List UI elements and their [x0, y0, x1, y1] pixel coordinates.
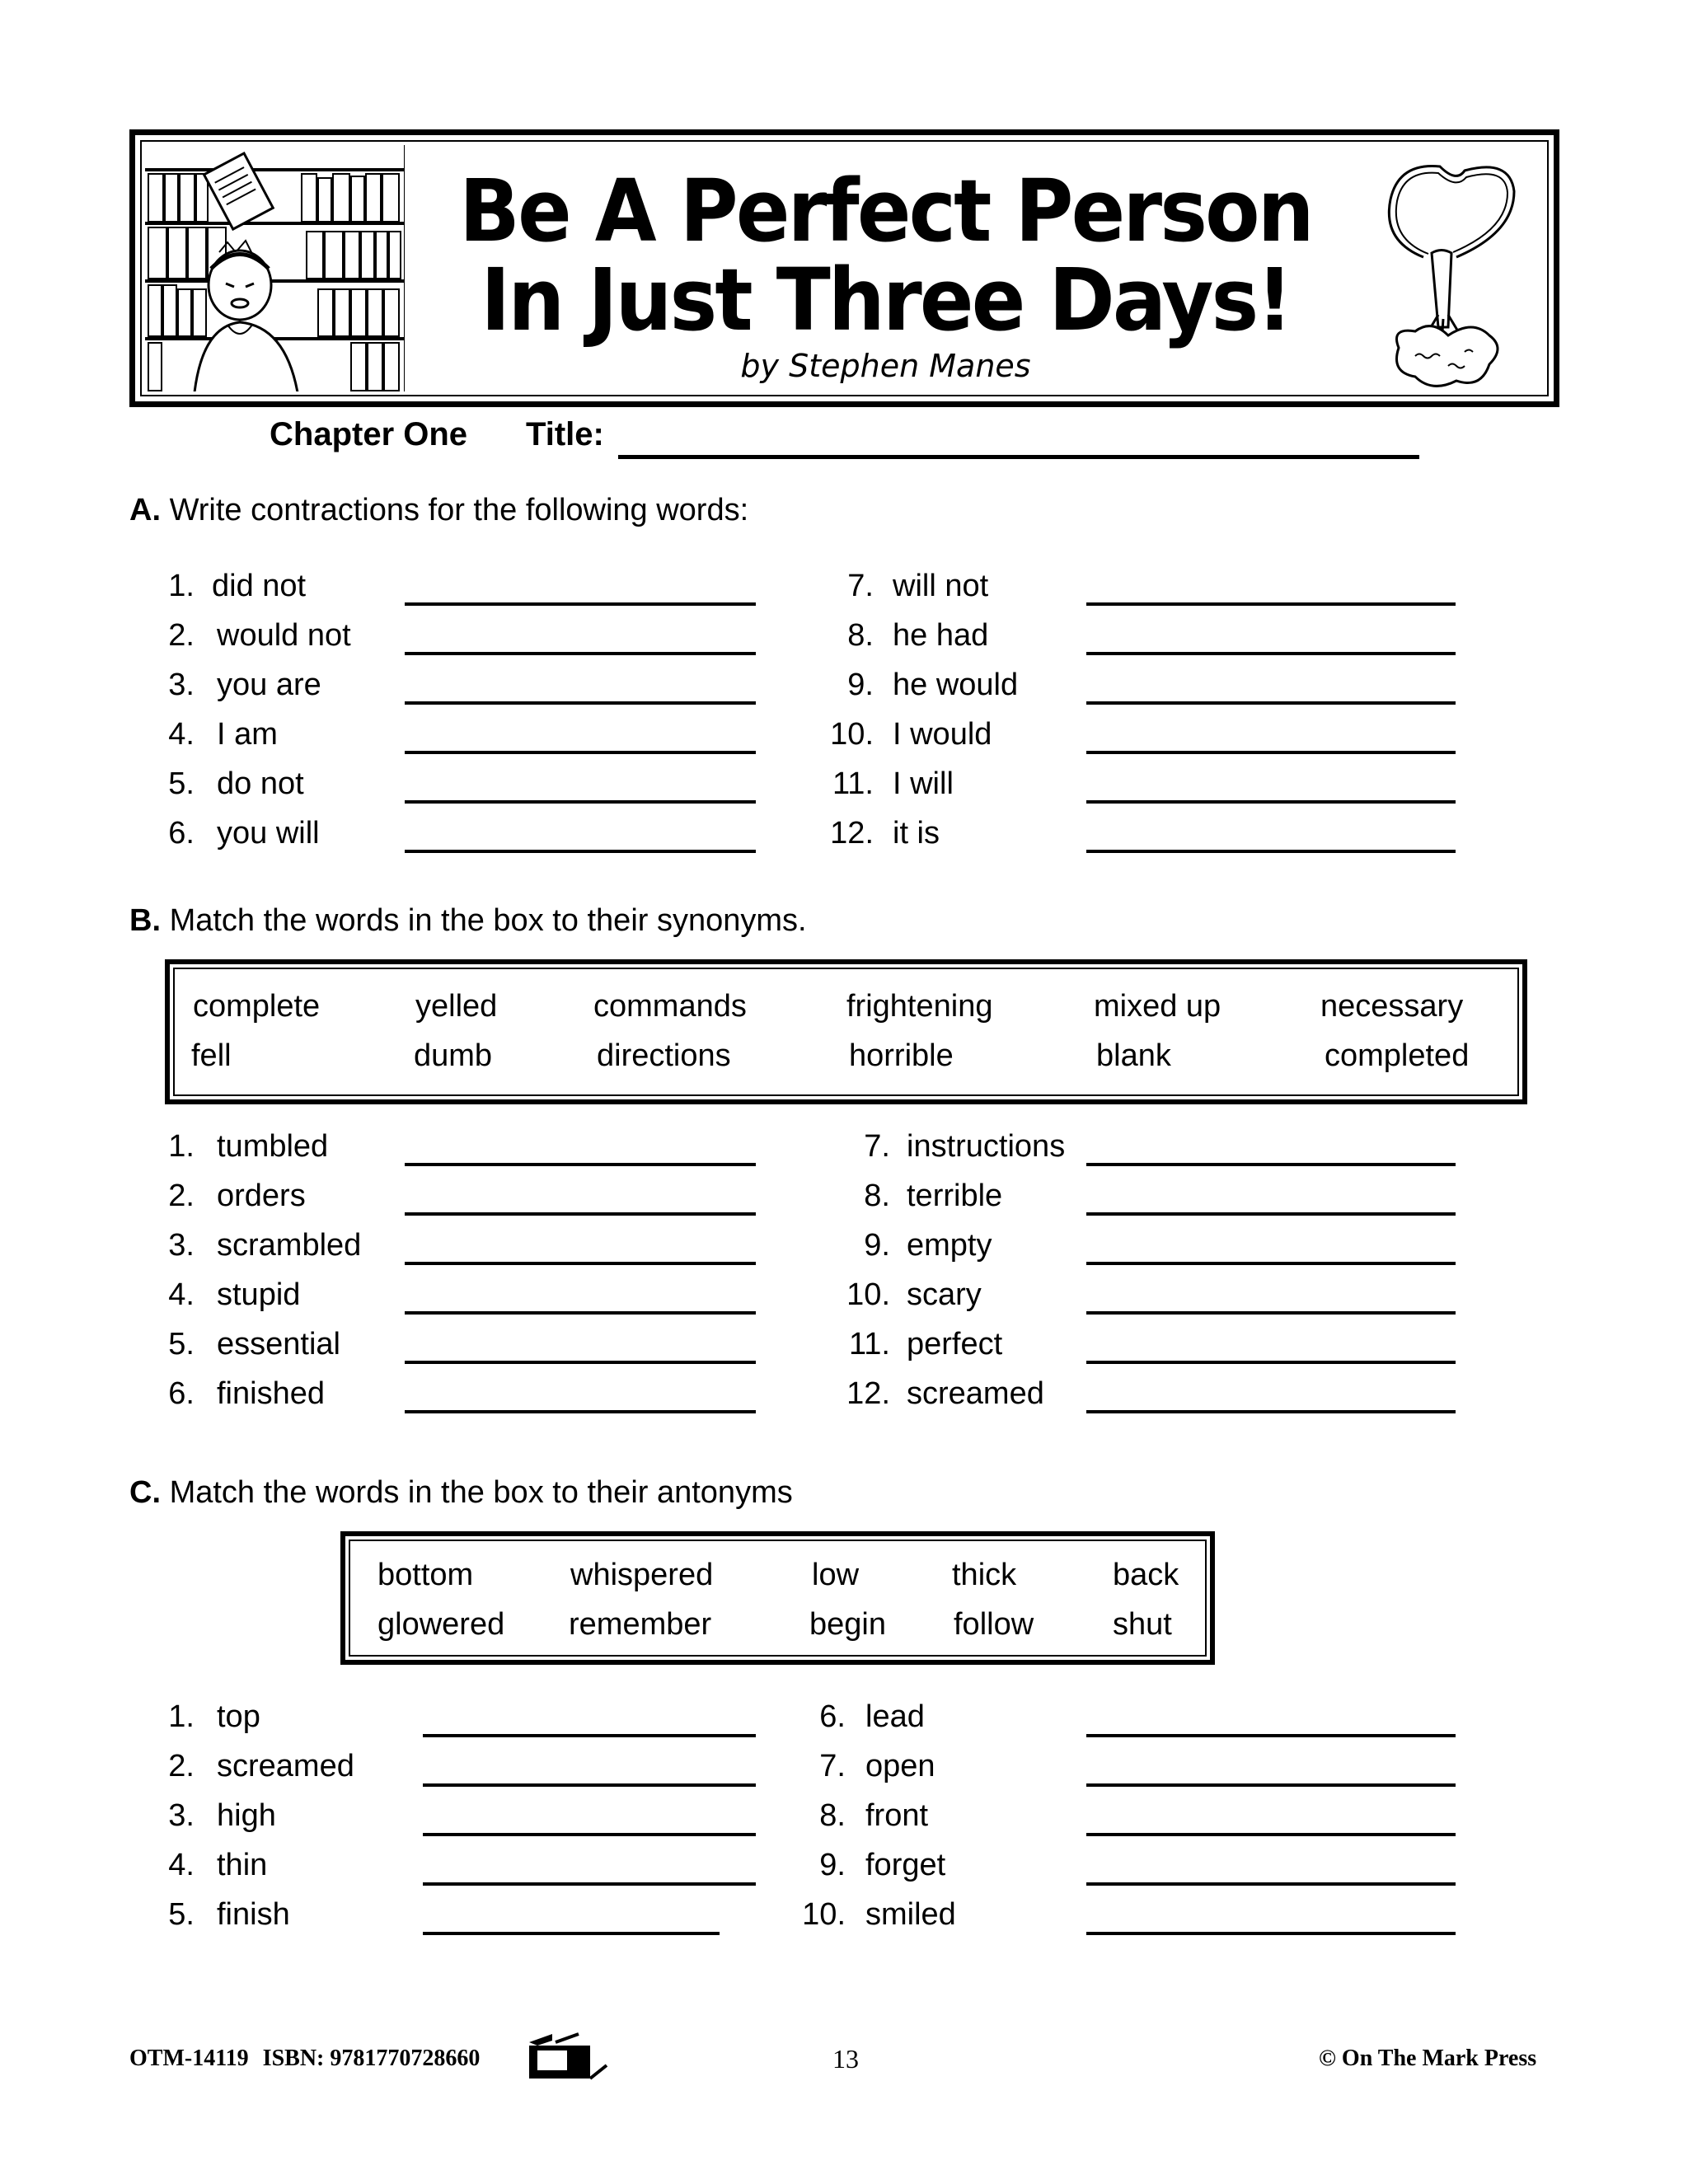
item-word: scrambled — [217, 1228, 362, 1263]
footer-isbn: 9781770728660 — [330, 2046, 481, 2071]
item-number: 1. — [168, 1129, 195, 1164]
box-word: horrible — [849, 1038, 954, 1073]
item-word: tumbled — [217, 1129, 329, 1164]
item-number: 5. — [168, 1327, 195, 1361]
page-number: 13 — [832, 2044, 859, 2074]
book-title-line-1: Be A Perfect Person — [459, 161, 1312, 261]
footer-product-info — [129, 2046, 480, 2072]
box-word: low — [812, 1558, 860, 1592]
item-number: 8. — [864, 1179, 890, 1213]
synonym-word-box-inner — [173, 968, 1519, 1096]
item-word: high — [217, 1798, 276, 1833]
box-word: yelled — [415, 989, 498, 1024]
answer-blank[interactable] — [405, 1262, 756, 1265]
answer-blank[interactable] — [405, 850, 756, 853]
answer-blank[interactable] — [1086, 800, 1456, 804]
item-word: instructions — [907, 1129, 1066, 1164]
banner-inner-frame — [140, 140, 1549, 396]
item-word: stupid — [217, 1277, 301, 1312]
answer-blank[interactable] — [1086, 652, 1456, 655]
book-title — [447, 161, 1325, 350]
answer-blank[interactable] — [1086, 1361, 1456, 1364]
answer-blank[interactable] — [405, 602, 756, 606]
answer-blank[interactable] — [1086, 1783, 1456, 1787]
synonym-word-box — [165, 959, 1527, 1104]
box-word: begin — [809, 1607, 886, 1642]
section-c-heading — [129, 1475, 793, 1511]
antonym-word-box — [340, 1531, 1215, 1665]
answer-blank[interactable] — [405, 1212, 756, 1216]
box-word: whispered — [570, 1558, 714, 1592]
book-title-line-2: In Just Three Days! — [481, 250, 1291, 350]
answer-blank[interactable] — [1086, 1882, 1456, 1886]
item-number: 5. — [168, 766, 195, 801]
box-word: mixed up — [1094, 989, 1221, 1024]
item-number: 4. — [168, 1277, 195, 1312]
item-word: top — [217, 1699, 260, 1734]
item-number: 1. — [168, 569, 195, 603]
answer-blank[interactable] — [1086, 701, 1456, 705]
item-number: 9. — [864, 1228, 890, 1263]
box-word: frightening — [846, 989, 993, 1024]
antonym-word-box-inner — [349, 1540, 1207, 1657]
item-word: I would — [893, 717, 992, 752]
item-number: 6. — [168, 816, 195, 851]
answer-blank[interactable] — [1086, 751, 1456, 754]
answer-blank[interactable] — [405, 701, 756, 705]
boy-hit-by-book-illustration — [145, 145, 405, 391]
amulet-icon — [1366, 150, 1531, 397]
section-a-letter: A. — [129, 493, 161, 527]
item-number: 1. — [168, 1699, 195, 1734]
answer-blank[interactable] — [405, 1410, 756, 1413]
item-number: 7. — [819, 1749, 846, 1783]
section-c-instruction: Match the words in the box to their antonyms — [169, 1475, 793, 1510]
answer-blank[interactable] — [1086, 1932, 1456, 1935]
item-word: finish — [217, 1897, 290, 1932]
item-number: 10. — [802, 1897, 846, 1932]
item-number: 6. — [168, 1376, 195, 1411]
item-number: 9. — [819, 1848, 846, 1882]
item-number: 8. — [819, 1798, 846, 1833]
item-word: lead — [865, 1699, 925, 1734]
box-word: shut — [1113, 1607, 1172, 1642]
item-number: 11. — [848, 1327, 890, 1361]
answer-blank[interactable] — [1086, 1262, 1456, 1265]
item-word: he had — [893, 618, 989, 653]
box-word: fell — [191, 1038, 232, 1073]
item-number: 3. — [168, 668, 195, 702]
answer-blank[interactable] — [405, 1311, 756, 1315]
item-word: thin — [217, 1848, 268, 1882]
box-word: blank — [1096, 1038, 1171, 1073]
item-number: 3. — [168, 1798, 195, 1833]
item-word: it is — [893, 816, 940, 851]
item-number: 12. — [830, 816, 874, 851]
copyright-notice: © On The Mark Press — [1319, 2046, 1537, 2071]
footer-product-code: OTM-14119 — [129, 2046, 249, 2071]
item-word: I am — [217, 717, 278, 752]
answer-blank[interactable] — [1086, 1311, 1456, 1315]
item-number: 10. — [846, 1277, 890, 1312]
copier-icon — [528, 2032, 625, 2080]
answer-blank[interactable] — [1086, 850, 1456, 853]
box-word: glowered — [377, 1607, 505, 1642]
item-word: forget — [865, 1848, 946, 1882]
item-word: orders — [217, 1179, 306, 1213]
item-word: you are — [217, 668, 321, 702]
answer-blank[interactable] — [405, 1361, 756, 1364]
section-b-heading — [129, 903, 807, 939]
book-author: by Stephen Manes — [740, 348, 1031, 384]
item-number: 7. — [864, 1129, 890, 1164]
item-number: 2. — [168, 1749, 195, 1783]
footer-isbn-label: ISBN: — [262, 2046, 325, 2071]
box-word: follow — [954, 1607, 1034, 1642]
answer-blank[interactable] — [423, 1882, 756, 1886]
box-word: dumb — [414, 1038, 493, 1073]
item-word: I will — [893, 766, 954, 801]
section-c-letter: C. — [129, 1475, 161, 1510]
item-number: 10. — [830, 717, 874, 752]
answer-blank[interactable] — [423, 1734, 756, 1737]
item-word: would not — [217, 618, 351, 653]
title-label: Title: — [526, 416, 604, 452]
box-word: directions — [597, 1038, 731, 1073]
item-number: 2. — [168, 618, 195, 653]
chapter-title-input[interactable] — [618, 455, 1419, 459]
item-word: essential — [217, 1327, 340, 1361]
necklace-amulet-illustration — [1366, 150, 1531, 387]
item-number: 7. — [847, 569, 874, 603]
answer-blank[interactable] — [1086, 1163, 1456, 1166]
answer-blank[interactable] — [423, 1932, 720, 1935]
box-word: thick — [952, 1558, 1017, 1592]
item-word: scary — [907, 1277, 982, 1312]
item-word: perfect — [907, 1327, 1003, 1361]
answer-blank[interactable] — [405, 751, 756, 754]
item-number: 6. — [819, 1699, 846, 1734]
item-number: 11. — [832, 766, 874, 801]
answer-blank[interactable] — [405, 800, 756, 804]
box-word: bottom — [377, 1558, 474, 1592]
chapter-label: Chapter One — [270, 416, 468, 452]
answer-blank[interactable] — [423, 1783, 756, 1787]
answer-blank[interactable] — [1086, 1212, 1456, 1216]
box-word: necessary — [1320, 989, 1464, 1024]
section-a-heading — [129, 493, 748, 528]
item-word: screamed — [217, 1749, 354, 1783]
item-word: open — [865, 1749, 935, 1783]
item-word: screamed — [907, 1376, 1044, 1411]
item-word: terrible — [907, 1179, 1003, 1213]
section-b-letter: B. — [129, 903, 161, 938]
answer-blank[interactable] — [423, 1833, 756, 1836]
item-number: 8. — [847, 618, 874, 653]
item-number: 2. — [168, 1179, 195, 1213]
item-word: he would — [893, 668, 1019, 702]
item-word: did not — [212, 569, 307, 603]
item-word: smiled — [865, 1897, 956, 1932]
answer-blank[interactable] — [1086, 1734, 1456, 1737]
item-number: 4. — [168, 1848, 195, 1882]
box-word: back — [1113, 1558, 1179, 1592]
item-word: front — [865, 1798, 929, 1833]
item-number: 4. — [168, 717, 195, 752]
box-word: commands — [593, 989, 747, 1024]
item-number: 9. — [847, 668, 874, 702]
item-number: 12. — [846, 1376, 890, 1411]
item-word: you will — [217, 816, 320, 851]
section-a-instruction: Write contractions for the following words: — [169, 493, 749, 527]
section-b-instruction: Match the words in the box to their synonyms. — [169, 903, 807, 938]
box-word: complete — [193, 989, 321, 1024]
item-word: will not — [893, 569, 989, 603]
box-word: remember — [569, 1607, 712, 1642]
item-number: 3. — [168, 1228, 195, 1263]
item-word: empty — [907, 1228, 992, 1263]
answer-blank[interactable] — [405, 652, 756, 655]
answer-blank[interactable] — [1086, 1410, 1456, 1413]
title-banner — [129, 129, 1559, 407]
item-word: finished — [217, 1376, 325, 1411]
box-word: completed — [1325, 1038, 1470, 1073]
bookshelf-illustration-icon — [145, 145, 404, 391]
answer-blank[interactable] — [1086, 602, 1456, 606]
answer-blank[interactable] — [405, 1163, 756, 1166]
answer-blank[interactable] — [1086, 1833, 1456, 1836]
item-word: do not — [217, 766, 304, 801]
item-number: 5. — [168, 1897, 195, 1932]
